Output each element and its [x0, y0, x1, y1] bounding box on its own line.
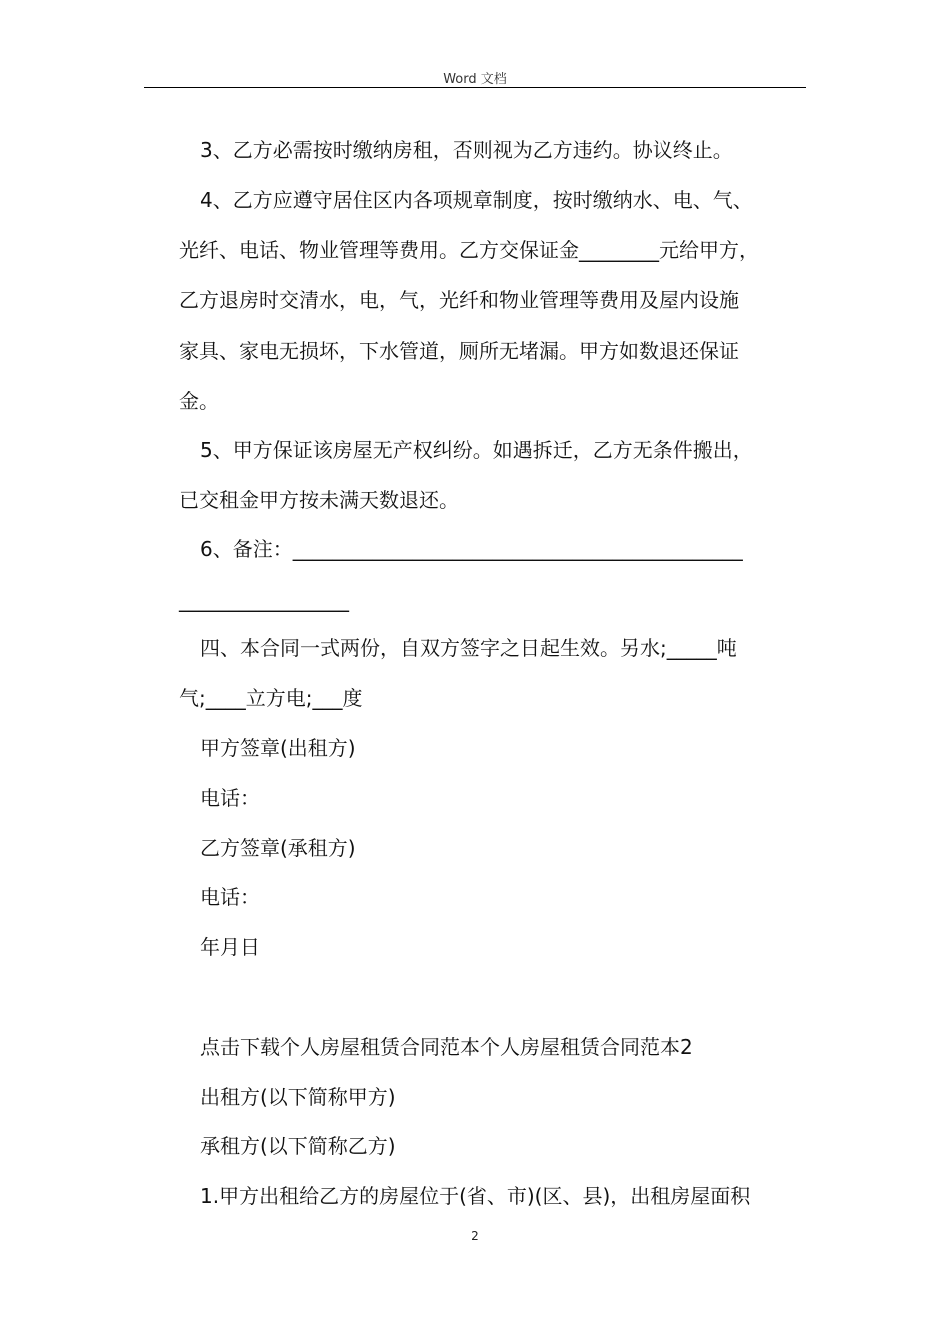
- paragraph-line: 5、甲方保证该房屋无产权纠纷。如遇拆迁，乙方无条件搬出，: [200, 438, 753, 462]
- page-number: 2: [471, 1229, 479, 1243]
- paragraph-line: 已交租金甲方按未满天数退还。: [179, 488, 459, 512]
- date-label: 年月日: [200, 935, 260, 959]
- paragraph-line: 四、本合同一式两份，自双方签字之日起生效。另水;_____吨: [200, 636, 737, 660]
- paragraph-line: 家具、家电无损坏，下水管道，厕所无堵漏。甲方如数退还保证: [179, 339, 739, 363]
- paragraph-line: 乙方退房时交清水，电，气，光纤和物业管理等费用及屋内设施: [179, 288, 739, 312]
- header-rule: [144, 87, 806, 88]
- paragraph-line: 金。: [179, 389, 219, 413]
- paragraph-line: 气;____立方电;___度: [179, 686, 363, 710]
- paragraph-line: 光纤、电话、物业管理等费用。乙方交保证金________元给甲方，: [179, 238, 759, 262]
- signature-party-b: 乙方签章(承租方): [200, 836, 356, 860]
- page-header-label: Word 文档: [443, 72, 507, 87]
- phone-label: 电话：: [200, 885, 260, 909]
- paragraph-line: 1.甲方出租给乙方的房屋位于(省、市)(区、县)，出租房屋面积: [200, 1184, 751, 1208]
- signature-party-a: 甲方签章(出租方): [200, 736, 356, 760]
- paragraph-line: 4、乙方应遵守居住区内各项规章制度，按时缴纳水、电、气、: [200, 188, 753, 212]
- paragraph-line: 3、乙方必需按时缴纳房租，否则视为乙方违约。协议终止。: [200, 138, 733, 162]
- paragraph-line: _________________: [179, 588, 349, 612]
- paragraph-line: 承租方(以下简称乙方): [200, 1134, 396, 1158]
- phone-label: 电话：: [200, 786, 260, 810]
- paragraph-line: 出租方(以下简称甲方): [200, 1085, 396, 1109]
- paragraph-line: 6、备注：_____________________________________________: [200, 537, 743, 561]
- download-link-text: 点击下载个人房屋租赁合同范本个人房屋租赁合同范本2: [200, 1035, 693, 1059]
